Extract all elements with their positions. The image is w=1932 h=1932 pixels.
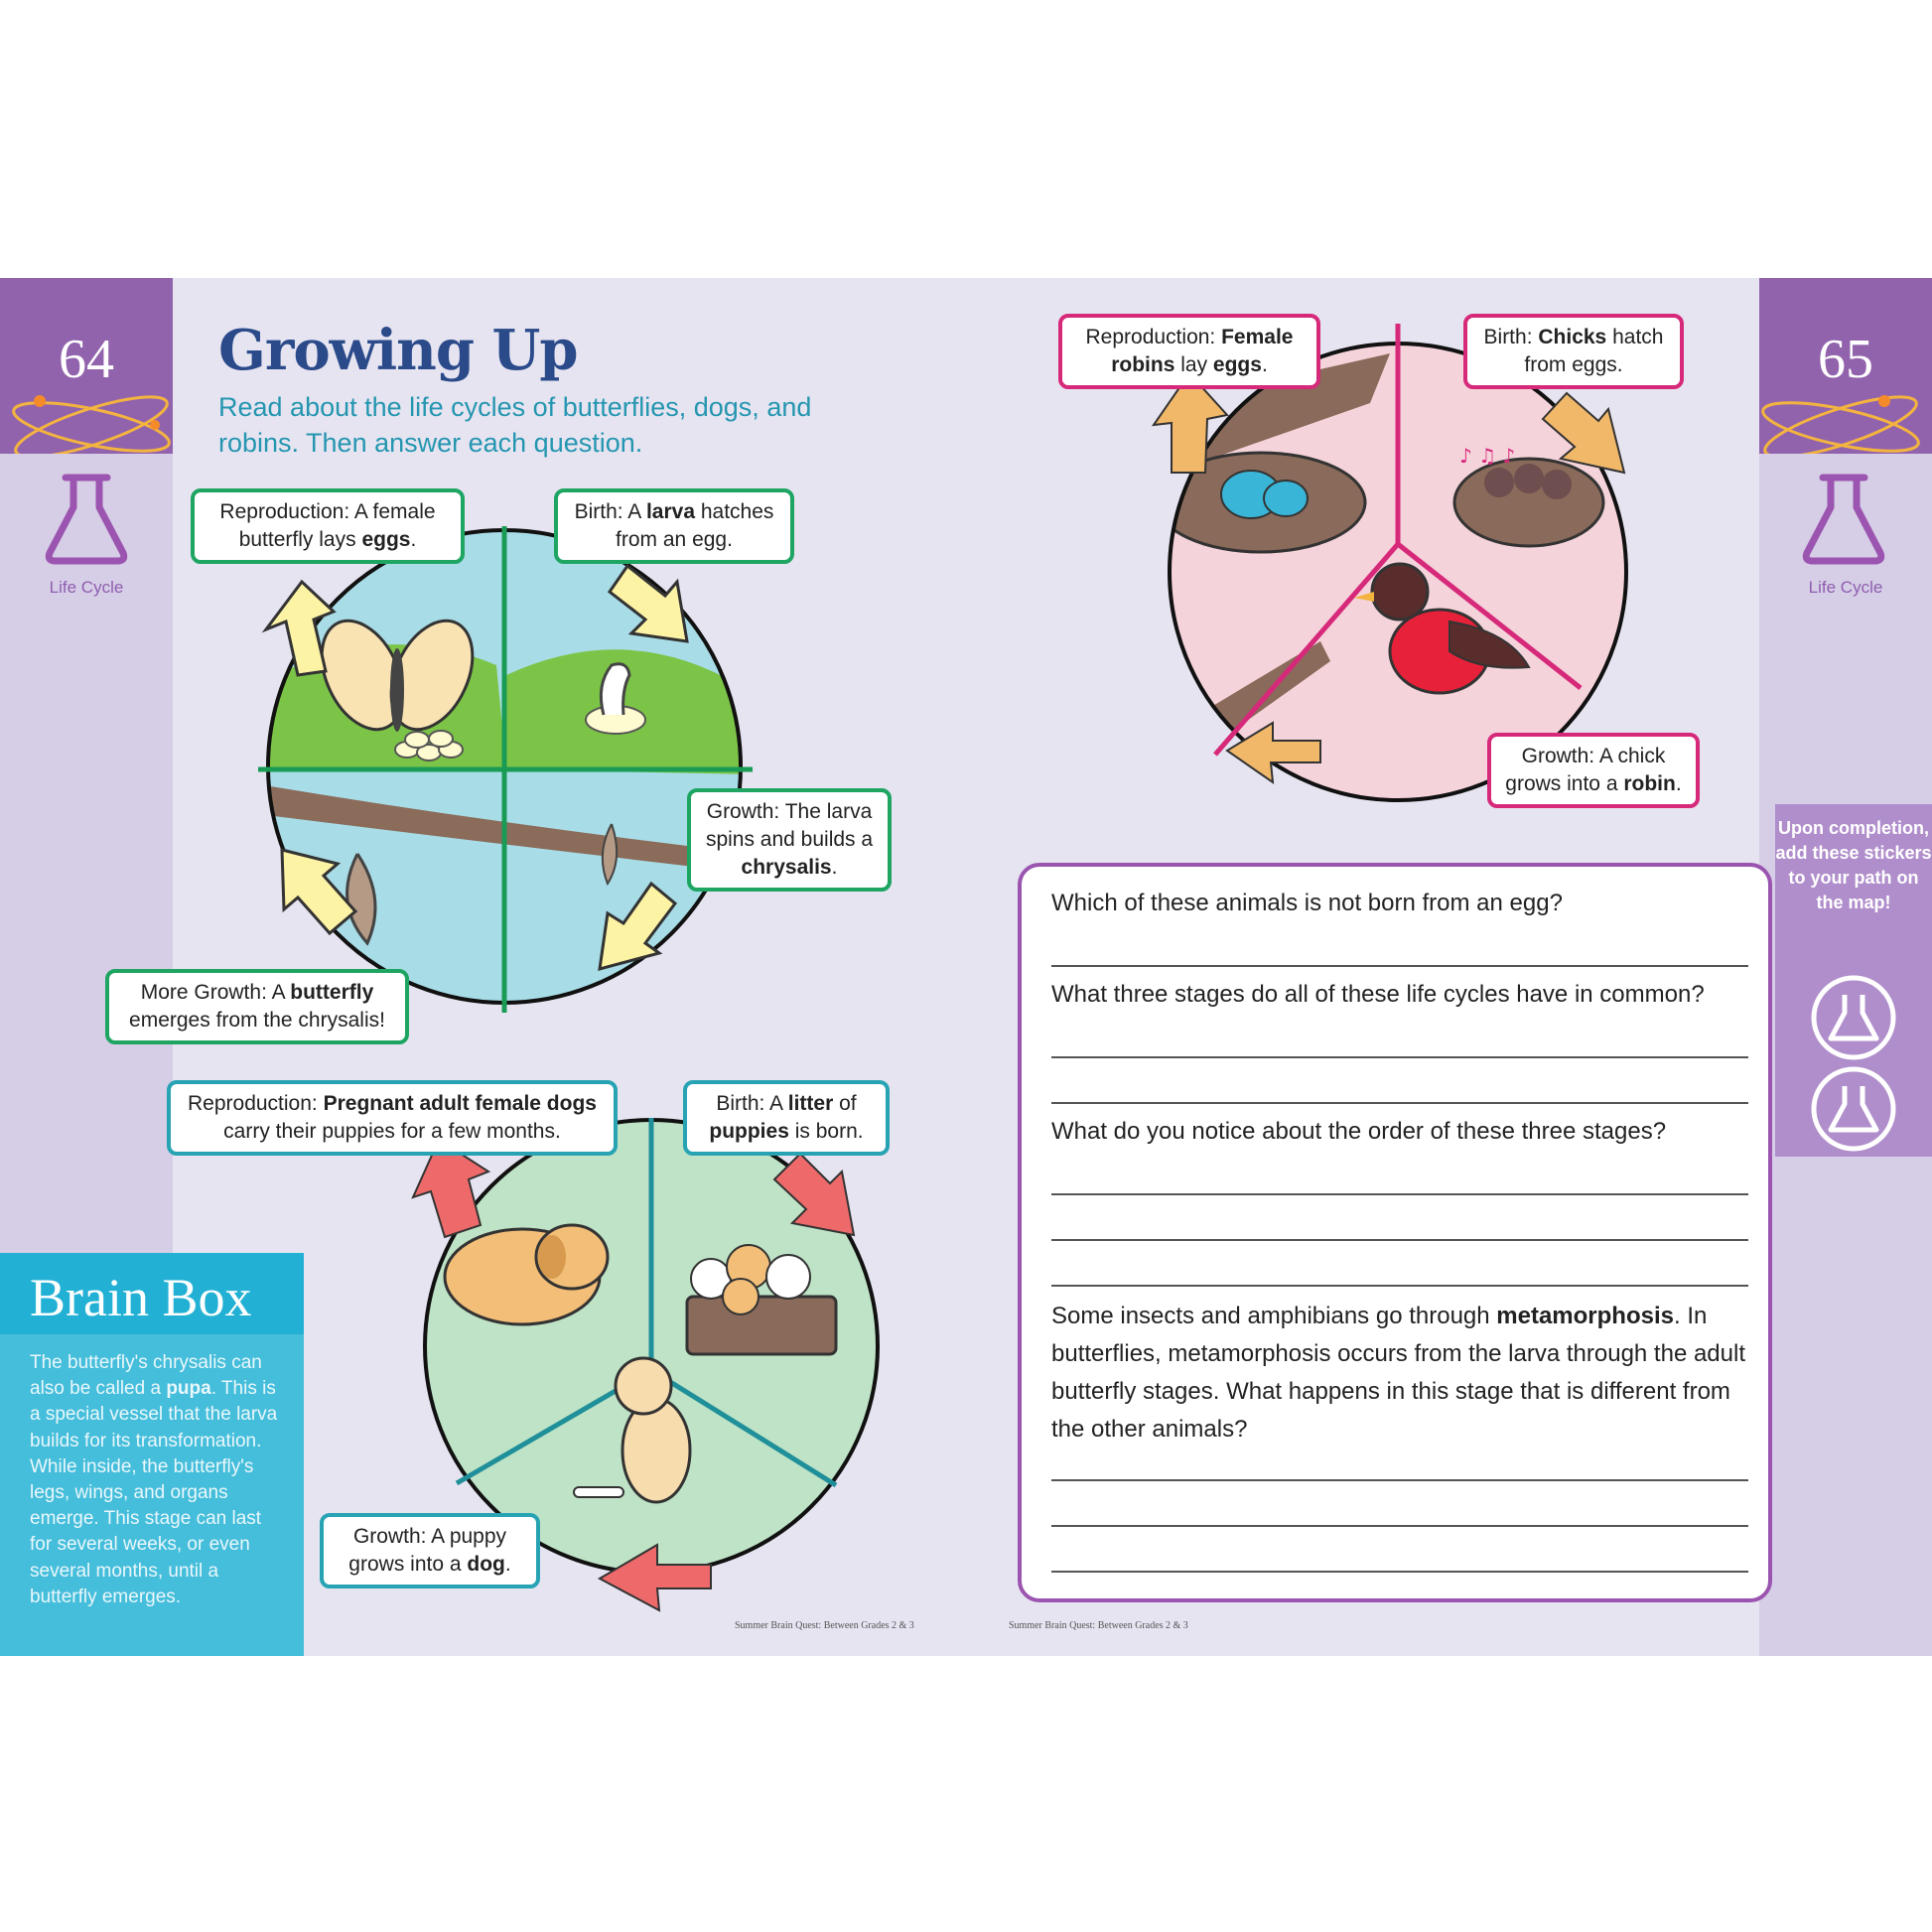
answer-line[interactable] bbox=[1051, 1193, 1748, 1195]
category-label-left: Life Cycle bbox=[49, 578, 124, 597]
footer-right: Summer Brain Quest: Between Grades 2 & 3 bbox=[1009, 1620, 1188, 1631]
workbook-spread bbox=[0, 278, 1932, 1656]
sticker-panel bbox=[1775, 804, 1932, 1157]
questions-box bbox=[1018, 863, 1772, 1602]
brain-box-text: The butterfly's chrysalis can also be called a pupa. This is a special vessel that the larva builds for its transformation. While inside, the butterfly's legs, wings, and organs emerge. This stage can last for several weeks, or even several months, until a butterfly emerges. bbox=[30, 1352, 278, 1607]
flask-sticker-icon[interactable] bbox=[1809, 1064, 1898, 1154]
page-number-right: 65 bbox=[1818, 329, 1873, 390]
butterfly-reproduction-caption: Reproduction: A female butterfly lays eggs. bbox=[191, 488, 465, 564]
intro-text: Read about the life cycles of butterflies, dogs, and robins. Then answer each question. bbox=[218, 392, 812, 458]
flask-sticker-icon[interactable] bbox=[1809, 973, 1898, 1062]
dog-reproduction-caption: Reproduction: Pregnant adult female dogs carry their puppies for a few months. bbox=[167, 1080, 618, 1156]
atom-icon bbox=[1759, 278, 1932, 454]
atom-icon bbox=[0, 278, 173, 454]
dog-birth-caption: Birth: A litter of puppies is born. bbox=[683, 1080, 890, 1156]
butterfly-birth-caption: Birth: A larva hatches from an egg. bbox=[554, 488, 794, 564]
page-number-left: 64 bbox=[59, 329, 114, 390]
dog-growth-caption: Growth: A puppy grows into a dog. bbox=[320, 1513, 540, 1588]
question-2: What three stages do all of these life cycles have in common? bbox=[1051, 981, 1705, 1008]
butterfly-growth-caption: Growth: The larva spins and builds a chrysalis. bbox=[687, 788, 892, 892]
answer-line[interactable] bbox=[1051, 1056, 1748, 1058]
left-page-tab bbox=[0, 278, 173, 454]
robin-reproduction-caption: Reproduction: Female robins lay eggs. bbox=[1058, 314, 1320, 389]
answer-line[interactable] bbox=[1051, 1102, 1748, 1104]
answer-line[interactable] bbox=[1051, 1239, 1748, 1241]
butterfly-more-growth-caption: More Growth: A butterfly emerges from the chrysalis! bbox=[105, 969, 409, 1044]
answer-line[interactable] bbox=[1051, 965, 1748, 967]
footer-left: Summer Brain Quest: Between Grades 2 & 3 bbox=[735, 1620, 914, 1631]
question-1: Which of these animals is not born from an egg? bbox=[1051, 890, 1563, 916]
question-3: What do you notice about the order of these three stages? bbox=[1051, 1118, 1667, 1145]
right-page-tab bbox=[1759, 278, 1932, 454]
brain-box bbox=[0, 1253, 304, 1656]
category-label-right: Life Cycle bbox=[1808, 578, 1883, 597]
left-margin-band bbox=[0, 454, 173, 1253]
answer-line[interactable] bbox=[1051, 1525, 1748, 1527]
svg-text:♪ ♫ ♪: ♪ ♫ ♪ bbox=[1459, 444, 1516, 468]
answer-line[interactable] bbox=[1051, 1479, 1748, 1481]
question-4: Some insects and amphibians go through metamorphosis. In butterflies, metamorphosis occurs from the larva through the adult butterfly stages. What happens in this stage that is different from the other animals? bbox=[1051, 1303, 1745, 1443]
robin-birth-caption: Birth: Chicks hatch from eggs. bbox=[1463, 314, 1684, 389]
brain-box-title: Brain Box bbox=[30, 1268, 252, 1327]
flask-icon bbox=[44, 470, 133, 569]
robin-growth-caption: Growth: A chick grows into a robin. bbox=[1487, 733, 1700, 808]
answer-line[interactable] bbox=[1051, 1285, 1748, 1287]
flask-icon bbox=[1801, 470, 1890, 569]
page-title: Growing Up bbox=[218, 318, 578, 383]
sticker-instructions: Upon completion, add these stickers to your path on the map! bbox=[1775, 818, 1932, 912]
answer-line[interactable] bbox=[1051, 1571, 1748, 1573]
